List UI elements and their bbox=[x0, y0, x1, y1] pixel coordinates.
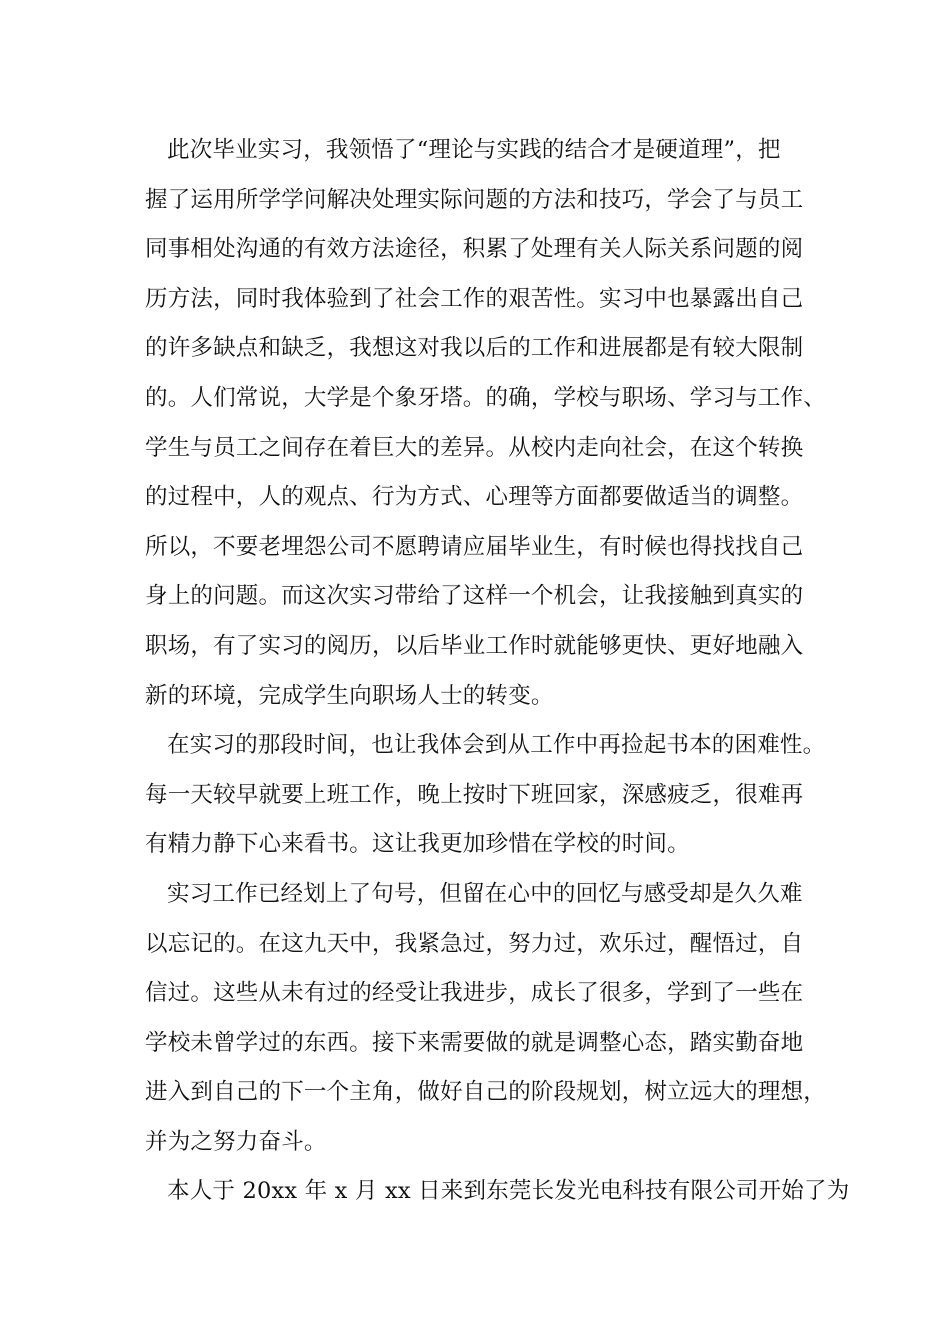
text-line: 并为之努力奋斗。 bbox=[145, 1128, 327, 1155]
text-line: 的。人们常说，大学是个象牙塔。的确，学校与职场、学习与工作、 bbox=[145, 384, 827, 411]
text-line: 身上的问题。而这次实习带给了这样一个机会，让我接触到真实的 bbox=[145, 583, 804, 610]
text-line: 的许多缺点和缺乏，我想这对我以后的工作和进展都是有较大限制 bbox=[145, 335, 804, 362]
text-line: 进入到自己的下一个主角，做好自己的阶段规划，树立远大的理想， bbox=[145, 1079, 827, 1106]
paragraph-4 bbox=[145, 1167, 850, 1217]
text-line: 新的环境，完成学生向职场人士的转变。 bbox=[145, 682, 554, 709]
text-line: 所以，不要老埋怨公司不愿聘请应届毕业生，有时候也得找找自己 bbox=[145, 533, 804, 560]
paragraph-1 bbox=[145, 126, 827, 721]
text-line: 实习工作已经划上了句号，但留在心中的回忆与感受却是久久难 bbox=[167, 880, 803, 907]
text-line: 职场，有了实习的阅历，以后毕业工作时就能够更快、更好地融入 bbox=[145, 632, 804, 659]
text-line: 历方法，同时我体验到了社会工作的艰苦性。实习中也暴露出自己 bbox=[145, 285, 804, 312]
document-body bbox=[145, 126, 850, 1217]
text-line: 有精力静下心来看书。这让我更加珍惜在学校的时间。 bbox=[145, 831, 690, 858]
text-line: 同事相处沟通的有效方法途径，积累了处理有关人际关系问题的阅 bbox=[145, 236, 804, 263]
text-line: 此次毕业实习，我领悟了“理论与实践的结合才是硬道理”，把 bbox=[167, 137, 781, 163]
text-line: 信过。这些从未有过的经受让我进步，成长了很多，学到了一些在 bbox=[145, 980, 804, 1007]
text-line: 本人于 20xx 年 x 月 xx 日来到东莞长发光电科技有限公司开始了为 bbox=[167, 1178, 850, 1205]
text-line: 以忘记的。在这九天中，我紧急过，努力过，欢乐过，醒悟过，自 bbox=[145, 930, 804, 957]
paragraph-3 bbox=[145, 870, 827, 1168]
text-line: 学生与员工之间存在着巨大的差异。从校内走向社会，在这个转换 bbox=[145, 434, 804, 461]
text-line: 的过程中，人的观点、行为方式、心理等方面都要做适当的调整。 bbox=[145, 484, 804, 511]
text-line: 每一天较早就要上班工作，晚上按时下班回家，深感疲乏，很难再 bbox=[145, 781, 804, 808]
text-line: 在实习的那段时间，也让我体会到从工作中再捡起书本的困难性。 bbox=[167, 732, 826, 759]
paragraph-2 bbox=[145, 721, 826, 870]
text-line: 学校未曾学过的东西。接下来需要做的就是调整心态，踏实勤奋地 bbox=[145, 1029, 804, 1056]
text-line: 握了运用所学学问解决处理实际问题的方法和技巧，学会了与员工 bbox=[145, 186, 804, 213]
